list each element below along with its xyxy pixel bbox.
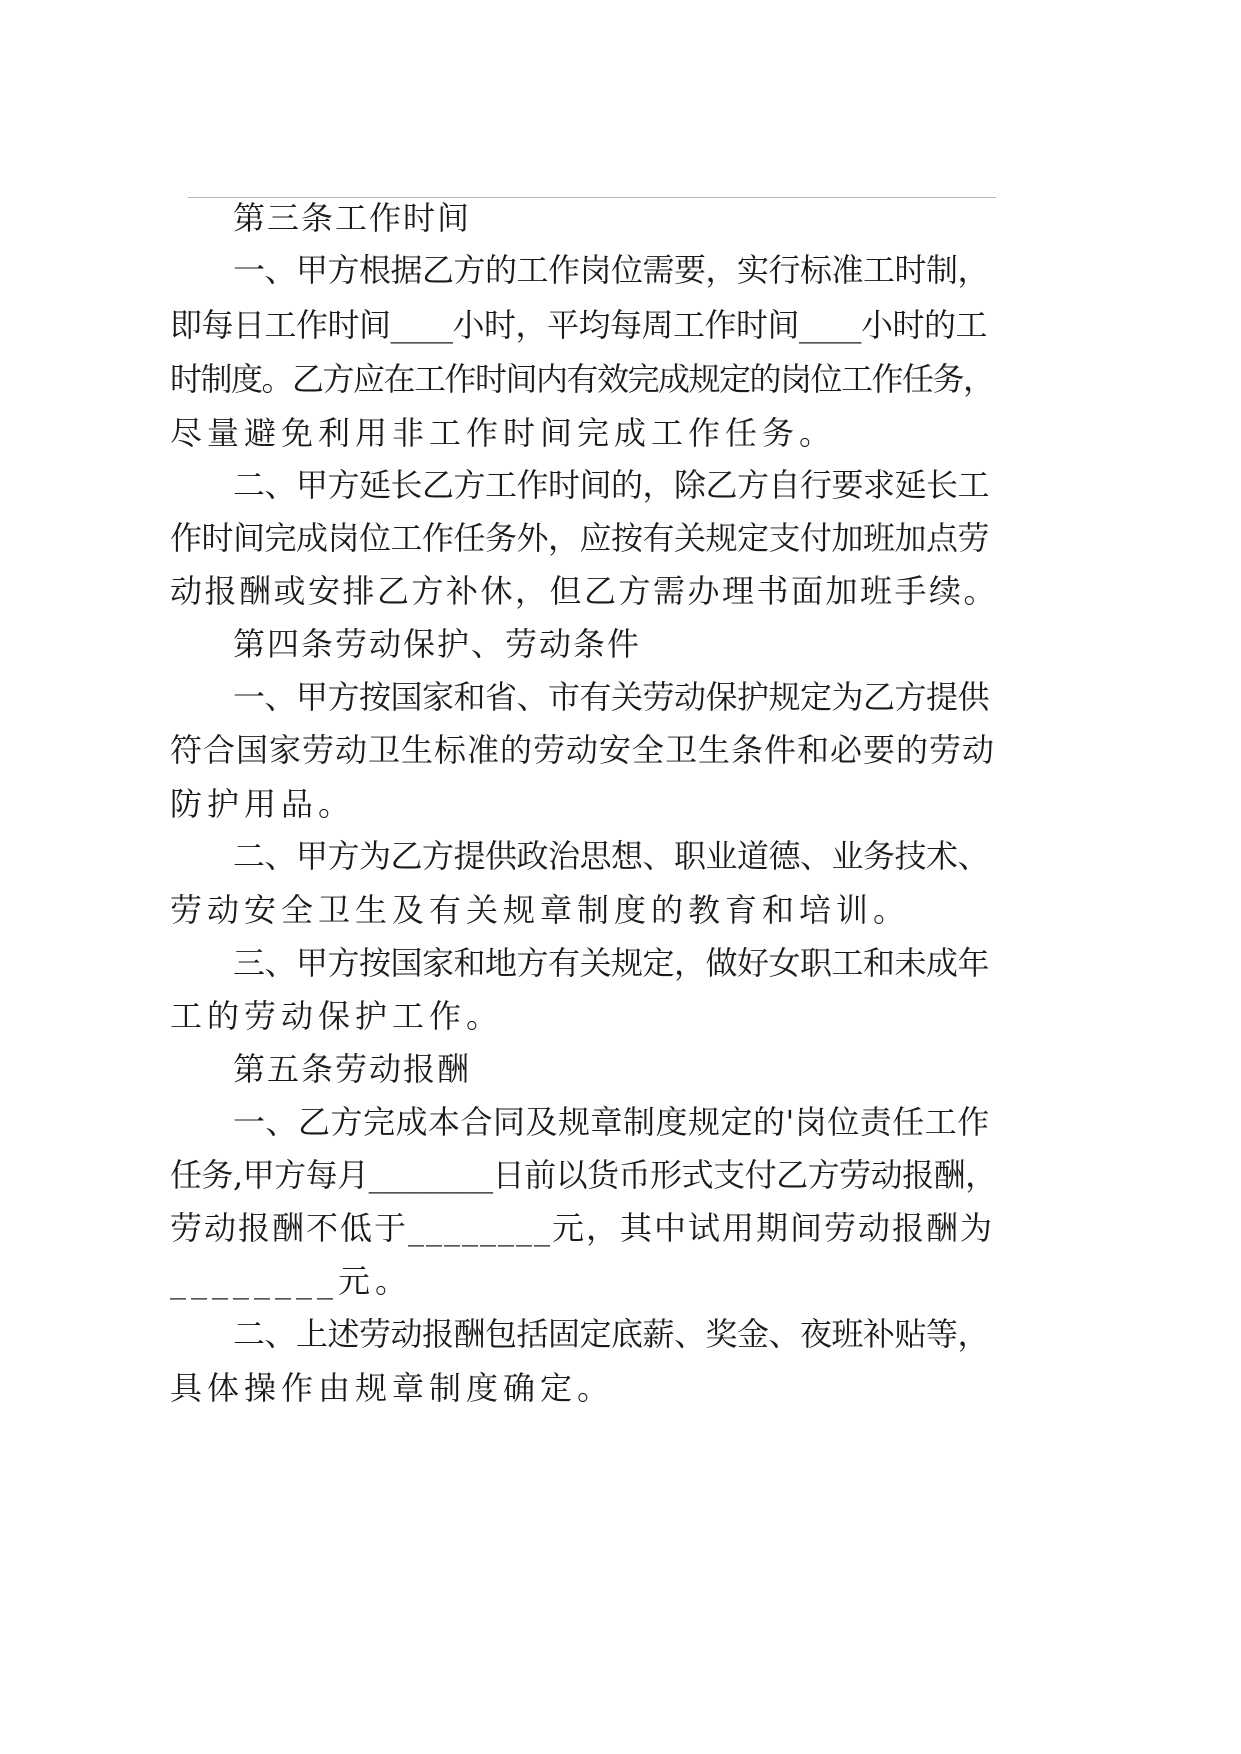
paragraph-line: 尽量避免利用非工作时间完成工作任务。 [170,414,837,452]
paragraph-line: 二、甲方延长乙方工作时间的，除乙方自行要求延长工 [233,466,990,504]
paragraph-line: 防护用品。 [170,785,356,823]
paragraph-line: 劳动报酬不低于________元，其中试用期间劳动报酬为 [170,1209,995,1247]
paragraph-line: ________元。 [170,1262,413,1300]
paragraph-line: 劳动安全卫生及有关规章制度的教育和培训。 [170,891,911,929]
section-heading-4: 第四条劳动保护、劳动条件 [233,625,642,663]
paragraph-line: 二、上述劳动报酬包括固定底薪、奖金、夜班补贴等， [233,1315,990,1353]
paragraph-line: 工的劳动保护工作。 [170,997,504,1035]
paragraph-line: 任务,甲方每月________日前以货币形式支付乙方劳动报酬， [170,1156,997,1194]
paragraph-line: 一、甲方按国家和省、市有关劳动保护规定为乙方提供 [233,678,990,716]
paragraph-line: 二、甲方为乙方提供政治思想、职业道德、业务技术、 [233,837,990,875]
paragraph-line: 动报酬或安排乙方补休，但乙方需办理书面加班手续。 [170,572,999,610]
paragraph-line: 符合国家劳动卫生标准的劳动安全卫生条件和必要的劳动 [170,731,996,769]
section-heading-3: 第三条工作时间 [233,199,472,237]
paragraph-line: 三、甲方按国家和地方有关规定，做好女职工和未成年 [233,944,990,982]
section-heading-5: 第五条劳动报酬 [233,1050,472,1088]
paragraph-line: 即每日工作时间____小时，平均每周工作时间____小时的工 [170,306,988,344]
paragraph-line: 一、乙方完成本合同及规章制度规定的'岗位责任工作 [233,1103,990,1141]
paragraph-line: 具体操作由规章制度确定。 [170,1369,615,1407]
paragraph-line: 时制度。乙方应在工作时间内有效完成规定的岗位工作任务， [170,360,994,398]
paragraph-line: 作时间完成岗位工作任务外，应按有关规定支付加班加点劳 [170,519,990,557]
paragraph-line: 一、甲方根据乙方的工作岗位需要，实行标准工时制， [233,251,990,289]
